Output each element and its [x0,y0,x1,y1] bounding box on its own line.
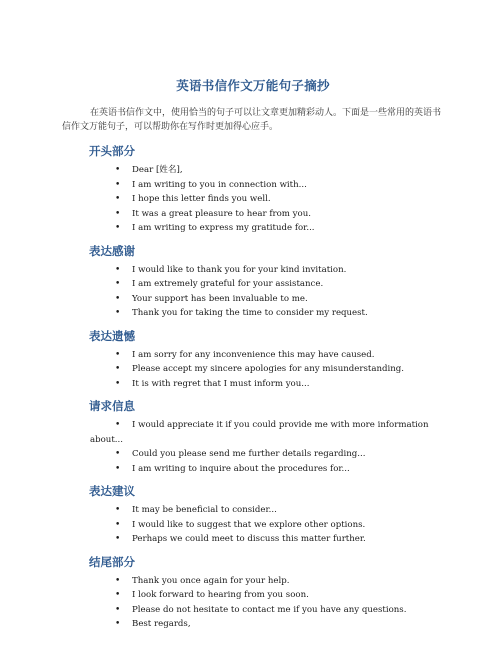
list-item: • It may be beneficial to consider... [60,503,446,518]
document-title: 英语书信作文万能句子摘抄 [176,78,330,93]
section-heading: 表达遗憾 [89,328,135,343]
list-item: • I would like to suggest that we explore other options. [60,518,446,533]
list-item: • I am writing to inquire about the procedures for... [60,462,446,477]
list-item: • Dear [姓名], [60,163,446,178]
sentence-list [60,348,446,392]
list-item: • I am extremely grateful for your assistance. [60,277,446,292]
sentence-list [60,263,446,321]
list-item: • I am writing to express my gratitude for... [60,221,446,236]
section-heading: 开头部分 [89,144,135,158]
list-item: • It was a great pleasure to hear from you. [60,207,446,222]
section-suggestion [60,482,446,547]
section-opening [60,142,446,236]
list-item: • I would like to thank you for your kind invitation. [60,263,446,278]
section-heading: 请求信息 [89,399,135,413]
list-item: • Please do not hesitate to contact me if you have any questions. [60,603,446,618]
section-regret [60,327,446,392]
list-item: • I am writing to you in connection with... [60,178,446,193]
list-item: • I look forward to hearing from you soon. [60,588,446,603]
section-closing [60,553,446,632]
list-item: • I am sorry for any inconvenience this may have caused. [60,348,446,363]
list-item: • Perhaps we could meet to discuss this matter further. [60,532,446,547]
list-item [60,418,446,447]
section-request [60,397,446,476]
list-item: • I hope this letter finds you well. [60,192,446,207]
sentence-list [60,163,446,236]
list-item: • Best regards, [60,617,446,632]
section-heading: 表达建议 [89,484,135,498]
sentence-list [60,418,446,476]
list-item: • Thank you for taking the time to consider my request. [60,306,446,321]
list-item-continuation: about... [90,434,123,445]
sentence-list [60,503,446,547]
list-item: • It is with regret that I must inform you... [60,377,446,392]
intro-paragraph: 在英语书信作文中，使用恰当的句子可以让文章更加精彩动人。下面是一些常用的英语书信作文万能句子，可以帮助你在写作时更加得心应手。 [62,108,442,132]
section-thanks [60,242,446,321]
sentence-list [60,574,446,632]
list-item: • Your support has been invaluable to me. [60,292,446,307]
list-item: • Could you please send me further details regarding... [60,447,446,462]
list-item: • Thank you once again for your help. [60,574,446,589]
section-heading: 表达感谢 [89,243,135,258]
section-heading: 结尾部分 [89,554,135,569]
list-item-text: I would appreciate it if you could provide me with more information [132,420,429,430]
list-item: • Please accept my sincere apologies for any misunderstanding. [60,362,446,377]
